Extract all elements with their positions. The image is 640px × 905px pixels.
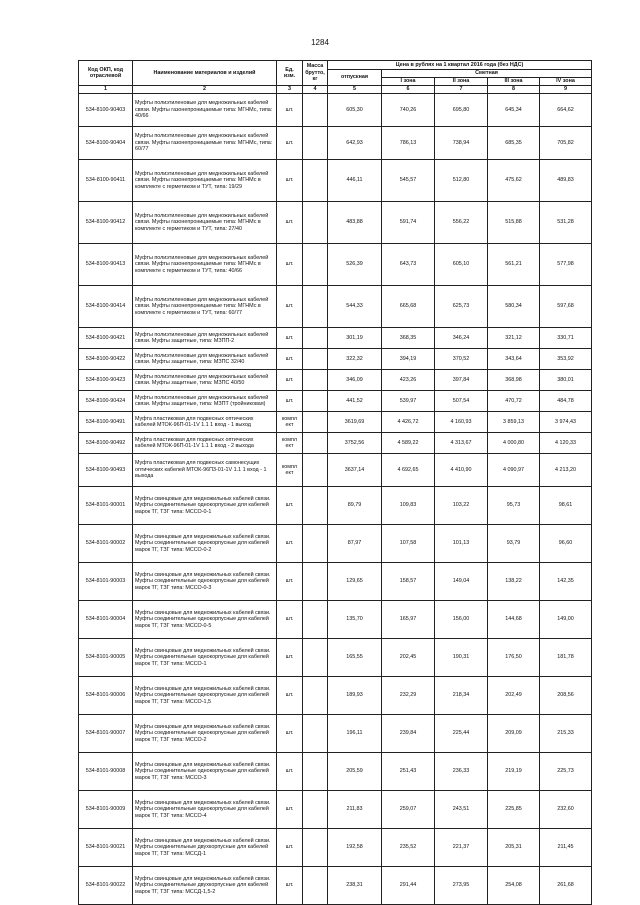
header-zone-1: I зона (382, 78, 435, 86)
price-zone-3: 685,35 (488, 127, 540, 160)
item-unit: шт. (277, 94, 303, 127)
price-release: 87,97 (328, 525, 382, 563)
item-mass (303, 391, 328, 412)
price-zone-3: 95,73 (488, 487, 540, 525)
item-name: Муфты полиэтиленовые для медножильных кабелей связи. Муфты газонепроницаемые типа: МГНМс, типа: 60/77 (133, 127, 277, 160)
item-unit: шт. (277, 370, 303, 391)
column-index: 3 (277, 86, 303, 94)
price-zone-2: 4 410,90 (435, 454, 488, 487)
table-row (79, 753, 592, 791)
item-mass (303, 202, 328, 244)
price-release: 446,11 (328, 160, 382, 202)
item-name: Муфты полиэтиленовые для медножильных кабелей связи. Муфты газонепроницаемые типа: МГНМс в комплекте с герметиком и ТУТ, типа: 27/40 (133, 202, 277, 244)
price-release: 3619,69 (328, 412, 382, 433)
item-mass (303, 487, 328, 525)
price-zone-2: 512,80 (435, 160, 488, 202)
price-zone-4: 353,92 (540, 349, 592, 370)
price-zone-2: 695,80 (435, 94, 488, 127)
item-code: 534-8101-90007 (79, 715, 133, 753)
item-code: 534-8100-90423 (79, 370, 133, 391)
price-zone-2: 4 313,67 (435, 433, 488, 454)
table-row (79, 349, 592, 370)
price-zone-1: 643,73 (382, 244, 435, 286)
price-zone-1: 259,07 (382, 791, 435, 829)
item-code: 534-8101-90004 (79, 601, 133, 639)
column-index-row (79, 86, 592, 94)
price-zone-2: 236,33 (435, 753, 488, 791)
price-zone-4: 208,56 (540, 677, 592, 715)
price-zone-2: 738,94 (435, 127, 488, 160)
price-zone-1: 786,13 (382, 127, 435, 160)
price-zone-3: 343,64 (488, 349, 540, 370)
price-zone-2: 218,34 (435, 677, 488, 715)
price-zone-2: 507,54 (435, 391, 488, 412)
price-zone-1: 239,84 (382, 715, 435, 753)
item-name: Муфты полиэтиленовые для медножильных кабелей связи. Муфты защитные, типа: МЗПС 32/40 (133, 349, 277, 370)
table-row (79, 867, 592, 905)
price-zone-4: 261,68 (540, 867, 592, 905)
page-number: 1284 (311, 38, 329, 47)
price-zone-2: 346,24 (435, 328, 488, 349)
item-unit: шт. (277, 829, 303, 867)
item-code: 534-8100-90421 (79, 328, 133, 349)
item-unit: шт. (277, 753, 303, 791)
price-zone-1: 539,97 (382, 391, 435, 412)
price-zone-1: 368,35 (382, 328, 435, 349)
item-mass (303, 677, 328, 715)
item-code: 534-8100-90412 (79, 202, 133, 244)
table-row (79, 433, 592, 454)
item-unit: шт. (277, 349, 303, 370)
price-zone-2: 225,44 (435, 715, 488, 753)
price-zone-4: 181,78 (540, 639, 592, 677)
price-zone-1: 665,68 (382, 286, 435, 328)
item-unit: шт. (277, 328, 303, 349)
price-zone-3: 254,08 (488, 867, 540, 905)
header-name: Наименование материалов и изделий (133, 61, 277, 86)
price-release: 605,30 (328, 94, 382, 127)
table-row (79, 412, 592, 433)
item-name: Муфта пластиковая для подвесных оптических кабелей МТОК-96П-01-1V 1.1 1 вход - 2 выхода (133, 433, 277, 454)
price-zone-3: 219,19 (488, 753, 540, 791)
price-zone-1: 158,57 (382, 563, 435, 601)
item-name: Муфты полиэтиленовые для медножильных кабелей связи. Муфты защитные, типа: МЗПС 40/50 (133, 370, 277, 391)
price-zone-3: 225,85 (488, 791, 540, 829)
header-unit: Ед. изм. (277, 61, 303, 86)
item-code: 534-8101-90006 (79, 677, 133, 715)
price-zone-4: 4 120,33 (540, 433, 592, 454)
item-mass (303, 433, 328, 454)
header-zone-2: II зона (435, 78, 488, 86)
price-zone-1: 202,45 (382, 639, 435, 677)
price-zone-4: 225,73 (540, 753, 592, 791)
item-unit: компл ект (277, 433, 303, 454)
price-zone-3: 470,72 (488, 391, 540, 412)
item-mass (303, 127, 328, 160)
price-zone-3: 144,68 (488, 601, 540, 639)
item-mass (303, 244, 328, 286)
price-zone-4: 664,62 (540, 94, 592, 127)
item-code: 534-8100-90491 (79, 412, 133, 433)
price-zone-4: 98,61 (540, 487, 592, 525)
table-row (79, 454, 592, 487)
price-release: 3637,14 (328, 454, 382, 487)
item-code: 534-8101-90008 (79, 753, 133, 791)
item-name: Муфты свинцовые для медножильных кабелей связи. Муфты соединительные однокорпусные для кабелей марок ТГ, ТЗГ типа: МССО-0-2 (133, 525, 277, 563)
item-mass (303, 715, 328, 753)
price-zone-3: 93,79 (488, 525, 540, 563)
price-zone-4: 380,01 (540, 370, 592, 391)
table-row (79, 286, 592, 328)
price-release: 89,79 (328, 487, 382, 525)
price-zone-1: 235,52 (382, 829, 435, 867)
price-zone-2: 221,37 (435, 829, 488, 867)
price-zone-3: 645,34 (488, 94, 540, 127)
column-index: 5 (328, 86, 382, 94)
item-unit: шт. (277, 867, 303, 905)
item-unit: шт. (277, 601, 303, 639)
item-unit: шт. (277, 639, 303, 677)
price-release: 544,33 (328, 286, 382, 328)
price-release: 238,31 (328, 867, 382, 905)
price-release: 165,55 (328, 639, 382, 677)
price-zone-4: 211,45 (540, 829, 592, 867)
table-row (79, 601, 592, 639)
table-row (79, 525, 592, 563)
item-code: 534-8101-90009 (79, 791, 133, 829)
header-price-group: Цена в рублях на 1 квартал 2016 года (без НДС) (328, 61, 592, 70)
table-row (79, 639, 592, 677)
price-zone-4: 232,60 (540, 791, 592, 829)
item-name: Муфты полиэтиленовые для медножильных кабелей связи. Муфты защитные, типа: МЗПП-2 (133, 328, 277, 349)
item-code: 534-8101-90002 (79, 525, 133, 563)
price-zone-3: 368,98 (488, 370, 540, 391)
price-zone-4: 705,82 (540, 127, 592, 160)
price-zone-3: 209,09 (488, 715, 540, 753)
price-release: 322,32 (328, 349, 382, 370)
item-mass (303, 601, 328, 639)
price-zone-3: 202,49 (488, 677, 540, 715)
price-zone-1: 165,97 (382, 601, 435, 639)
column-index: 8 (488, 86, 540, 94)
column-index: 1 (79, 86, 133, 94)
price-zone-3: 3 859,13 (488, 412, 540, 433)
price-zone-1: 4 426,72 (382, 412, 435, 433)
price-zone-2: 397,84 (435, 370, 488, 391)
header-code: Код ОКП, код отраслевой (79, 61, 133, 86)
table-row (79, 94, 592, 127)
price-zone-2: 625,73 (435, 286, 488, 328)
price-release: 526,39 (328, 244, 382, 286)
price-zone-4: 577,98 (540, 244, 592, 286)
item-code: 534-8101-90005 (79, 639, 133, 677)
item-unit: шт. (277, 202, 303, 244)
price-table (78, 60, 592, 905)
price-zone-2: 556,22 (435, 202, 488, 244)
item-unit: шт. (277, 563, 303, 601)
item-name: Муфты свинцовые для медножильных кабелей связи. Муфты соединительные однокорпусные для кабелей марок ТГ, ТЗГ типа: МССО-0-5 (133, 601, 277, 639)
item-name: Муфты полиэтиленовые для медножильных кабелей связи. Муфты газонепроницаемые типа: МГНМс в комплекте с герметиком и ТУТ, типа: 19/29 (133, 160, 277, 202)
item-mass (303, 370, 328, 391)
price-zone-1: 740,26 (382, 94, 435, 127)
price-release: 301,19 (328, 328, 382, 349)
price-zone-1: 107,58 (382, 525, 435, 563)
price-zone-3: 561,21 (488, 244, 540, 286)
table-row (79, 370, 592, 391)
price-zone-4: 215,33 (540, 715, 592, 753)
table-row (79, 127, 592, 160)
price-zone-3: 138,22 (488, 563, 540, 601)
item-name: Муфты свинцовые для медножильных кабелей связи. Муфты соединительные однокорпусные для кабелей марок ТГ, ТЗГ типа: МССО-1 (133, 639, 277, 677)
price-zone-4: 96,60 (540, 525, 592, 563)
price-zone-3: 205,31 (488, 829, 540, 867)
price-release: 196,11 (328, 715, 382, 753)
item-mass (303, 867, 328, 905)
item-name: Муфты полиэтиленовые для медножильных кабелей связи. Муфты защитные, типа: МЗПТ (тройниковая) (133, 391, 277, 412)
item-code: 534-8100-90411 (79, 160, 133, 202)
price-release: 211,83 (328, 791, 382, 829)
item-mass (303, 563, 328, 601)
price-zone-1: 109,83 (382, 487, 435, 525)
item-code: 534-8100-90403 (79, 94, 133, 127)
price-zone-3: 475,62 (488, 160, 540, 202)
price-zone-3: 4 000,80 (488, 433, 540, 454)
column-index: 2 (133, 86, 277, 94)
item-name: Муфты свинцовые для медножильных кабелей связи. Муфты соединительные однокорпусные для кабелей марок ТГ, ТЗГ типа: МССО-4 (133, 791, 277, 829)
item-code: 534-8100-90493 (79, 454, 133, 487)
item-mass (303, 639, 328, 677)
price-zone-1: 291,44 (382, 867, 435, 905)
header-zone-3: III зона (488, 78, 540, 86)
item-mass (303, 412, 328, 433)
table-row (79, 328, 592, 349)
price-zone-3: 580,34 (488, 286, 540, 328)
table-row (79, 791, 592, 829)
item-name: Муфты полиэтиленовые для медножильных кабелей связи. Муфты газонепроницаемые типа: МГНМс в комплекте с герметиком и ТУТ, типа: 60/77 (133, 286, 277, 328)
header-mass: Масса брутто, кг (303, 61, 328, 86)
item-unit: шт. (277, 391, 303, 412)
item-code: 534-8100-90492 (79, 433, 133, 454)
price-zone-4: 531,28 (540, 202, 592, 244)
price-zone-1: 4 589,22 (382, 433, 435, 454)
item-name: Муфта пластиковая для подвесных самонесущих оптических кабелей МТОК-96П3-01-1V 1.1 1 вход - 1 выхода (133, 454, 277, 487)
price-zone-3: 176,50 (488, 639, 540, 677)
price-zone-4: 330,71 (540, 328, 592, 349)
table-row (79, 487, 592, 525)
price-zone-2: 101,13 (435, 525, 488, 563)
price-zone-2: 156,00 (435, 601, 488, 639)
item-unit: компл ект (277, 412, 303, 433)
price-zone-2: 605,10 (435, 244, 488, 286)
item-unit: шт. (277, 487, 303, 525)
item-name: Муфты полиэтиленовые для медножильных кабелей связи. Муфты газонепроницаемые типа: МГНМс в комплекте с герметиком и ТУТ, типа: 40/66 (133, 244, 277, 286)
price-zone-2: 4 160,93 (435, 412, 488, 433)
price-zone-1: 591,74 (382, 202, 435, 244)
price-zone-4: 142,35 (540, 563, 592, 601)
item-mass (303, 753, 328, 791)
item-name: Муфты свинцовые для медножильных кабелей связи. Муфты соединительные однокорпусные для кабелей марок ТГ, ТЗГ типа: МССО-1,5 (133, 677, 277, 715)
item-unit: компл ект (277, 454, 303, 487)
item-name: Муфты свинцовые для медножильных кабелей связи. Муфты соединительные однокорпусные для кабелей марок ТГ, ТЗГ типа: МССО-2 (133, 715, 277, 753)
item-name: Муфты полиэтиленовые для медножильных кабелей связи. Муфты газонепроницаемые типа: МГНМс, типа: 40/66 (133, 94, 277, 127)
item-code: 534-8100-90422 (79, 349, 133, 370)
item-mass (303, 328, 328, 349)
item-unit: шт. (277, 677, 303, 715)
item-unit: шт. (277, 127, 303, 160)
item-unit: шт. (277, 160, 303, 202)
item-mass (303, 160, 328, 202)
price-release: 3752,56 (328, 433, 382, 454)
column-index: 7 (435, 86, 488, 94)
item-code: 534-8101-90022 (79, 867, 133, 905)
price-zone-1: 394,19 (382, 349, 435, 370)
price-release: 129,65 (328, 563, 382, 601)
price-release: 483,88 (328, 202, 382, 244)
column-index: 9 (540, 86, 592, 94)
item-unit: шт. (277, 715, 303, 753)
price-zone-1: 4 692,65 (382, 454, 435, 487)
item-name: Муфты свинцовые для медножильных кабелей связи. Муфты соединительные однокорпусные для кабелей марок ТГ, ТЗГ типа: МССО-0-1 (133, 487, 277, 525)
price-release: 192,58 (328, 829, 382, 867)
item-name: Муфта пластиковая для подвесных оптических кабелей МТОК-96П-01-1V 1.1 1 вход - 1 выход (133, 412, 277, 433)
table-row (79, 563, 592, 601)
item-mass (303, 349, 328, 370)
price-zone-1: 251,43 (382, 753, 435, 791)
table-row (79, 715, 592, 753)
price-zone-4: 597,68 (540, 286, 592, 328)
price-release: 642,93 (328, 127, 382, 160)
item-mass (303, 454, 328, 487)
item-unit: шт. (277, 286, 303, 328)
item-unit: шт. (277, 525, 303, 563)
price-zone-4: 3 974,43 (540, 412, 592, 433)
price-zone-2: 243,51 (435, 791, 488, 829)
price-zone-3: 321,12 (488, 328, 540, 349)
table-row (79, 391, 592, 412)
item-code: 534-8100-90404 (79, 127, 133, 160)
price-zone-4: 489,83 (540, 160, 592, 202)
header-zone-4: IV зона (540, 78, 592, 86)
price-zone-3: 4 090,97 (488, 454, 540, 487)
price-release: 205,59 (328, 753, 382, 791)
table-row (79, 829, 592, 867)
header-release: отпускная (328, 70, 382, 86)
price-zone-1: 232,29 (382, 677, 435, 715)
price-zone-1: 545,57 (382, 160, 435, 202)
item-code: 534-8101-90021 (79, 829, 133, 867)
item-code: 534-8100-90413 (79, 244, 133, 286)
item-mass (303, 791, 328, 829)
table-row (79, 202, 592, 244)
price-zone-4: 4 213,20 (540, 454, 592, 487)
item-mass (303, 94, 328, 127)
item-mass (303, 829, 328, 867)
item-name: Муфты свинцовые для медножильных кабелей связи. Муфты соединительные однокорпусные для кабелей марок ТГ, ТЗГ типа: МССО-3 (133, 753, 277, 791)
price-zone-3: 515,88 (488, 202, 540, 244)
item-mass (303, 525, 328, 563)
item-code: 534-8100-90414 (79, 286, 133, 328)
item-code: 534-8100-90424 (79, 391, 133, 412)
price-zone-1: 423,26 (382, 370, 435, 391)
table-row (79, 160, 592, 202)
table-row (79, 677, 592, 715)
item-unit: шт. (277, 791, 303, 829)
item-code: 534-8101-90001 (79, 487, 133, 525)
price-zone-2: 273,95 (435, 867, 488, 905)
item-mass (303, 286, 328, 328)
price-zone-4: 149,00 (540, 601, 592, 639)
item-code: 534-8101-90003 (79, 563, 133, 601)
item-name: Муфты свинцовые для медножильных кабелей связи. Муфты соединительные однокорпусные для кабелей марок ТГ, ТЗГ типа: МССО-0-3 (133, 563, 277, 601)
price-release: 441,52 (328, 391, 382, 412)
column-index: 6 (382, 86, 435, 94)
price-release: 135,70 (328, 601, 382, 639)
header-estimate: Сметная (382, 70, 592, 78)
price-zone-2: 103,22 (435, 487, 488, 525)
price-release: 346,09 (328, 370, 382, 391)
price-zone-2: 149,04 (435, 563, 488, 601)
column-index: 4 (303, 86, 328, 94)
item-name: Муфты свинцовые для медножильных кабелей связи. Муфты соединительные двухкорпусные для кабелей марок ТГ, ТЗГ типа: МССД-1,5-2 (133, 867, 277, 905)
price-zone-4: 484,78 (540, 391, 592, 412)
price-release: 189,93 (328, 677, 382, 715)
item-unit: шт. (277, 244, 303, 286)
item-name: Муфты свинцовые для медножильных кабелей связи. Муфты соединительные двухкорпусные для кабелей марок ТГ, ТЗГ типа: МССД-1 (133, 829, 277, 867)
price-zone-2: 190,31 (435, 639, 488, 677)
table-row (79, 244, 592, 286)
price-zone-2: 370,52 (435, 349, 488, 370)
